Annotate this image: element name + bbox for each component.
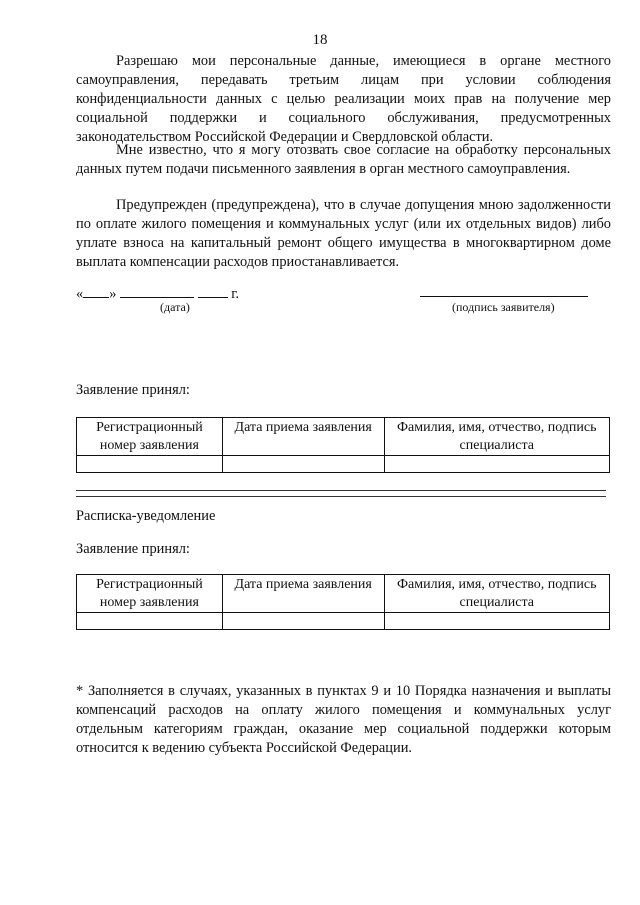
header-registration-number: Регистрационный номер заявления bbox=[77, 418, 223, 456]
acceptance-date-cell[interactable] bbox=[222, 456, 384, 473]
receipt-registration-table bbox=[76, 574, 610, 630]
registration-number-cell[interactable] bbox=[77, 613, 223, 630]
month-blank[interactable] bbox=[120, 284, 194, 298]
quote-close: » bbox=[109, 286, 117, 302]
registration-table bbox=[76, 417, 610, 473]
date-field bbox=[76, 284, 239, 303]
registration-number-cell[interactable] bbox=[77, 456, 223, 473]
header-acceptance-date: Дата приема заявления bbox=[222, 575, 384, 613]
footnote: * Заполняется в случаях, указанных в пунктах 9 и 10 Порядка назначения и выплаты компенсаций расходов на оплату жилого помещения и коммунальных услуг отдельным категориям граждан, оказание мер социальной поддержки которым относится к ведению субъекта Российской Федерации. bbox=[76, 683, 611, 756]
specialist-name-cell[interactable] bbox=[384, 456, 609, 473]
header-registration-number: Регистрационный номер заявления bbox=[77, 575, 223, 613]
withdraw-consent-paragraph: Мне известно, что я могу отозвать свое согласие на обработку персональных данных путем подачи письменного заявления в орган местного самоуправления. bbox=[76, 142, 611, 177]
specialist-name-cell[interactable] bbox=[384, 613, 609, 630]
receipt-accepted-label: Заявление принял: bbox=[76, 541, 190, 557]
header-acceptance-date: Дата приема заявления bbox=[222, 418, 384, 456]
date-caption: (дата) bbox=[160, 300, 190, 314]
consent-paragraph: Разрешаю мои персональные данные, имеющиеся в органе местного самоуправления, передавать третьим лицам при условии соблюдения конфиденциальности данных с целью реализации моих прав на получение мер социальной поддержки и социального обслуживания, предусмотренных законодательством Российской Федерации и Свердловской области. bbox=[76, 53, 611, 145]
acceptance-date-cell[interactable] bbox=[222, 613, 384, 630]
signature-caption: (подпись заявителя) bbox=[452, 300, 555, 314]
page-number: 18 bbox=[312, 32, 328, 48]
accepted-label: Заявление принял: bbox=[76, 382, 190, 398]
day-blank[interactable] bbox=[83, 284, 109, 298]
signature-line[interactable] bbox=[420, 296, 588, 297]
year-suffix: г. bbox=[231, 286, 240, 302]
cut-line-separator bbox=[76, 490, 606, 497]
quote-open: « bbox=[76, 286, 84, 302]
receipt-title: Расписка-уведомление bbox=[76, 508, 216, 524]
year-blank[interactable] bbox=[198, 284, 228, 298]
header-specialist-name: Фамилия, имя, отчество, подпись специалиста bbox=[384, 418, 609, 456]
header-specialist-name: Фамилия, имя, отчество, подпись специалиста bbox=[384, 575, 609, 613]
warning-paragraph: Предупрежден (предупреждена), что в случае допущения мною задолженности по оплате жилого помещения и коммунальных услуг (или их отдельных видов) либо уплате взноса на капитальный ремонт общего имущества в многоквартирном доме выплата компенсации расходов приостанавливается. bbox=[76, 197, 611, 270]
